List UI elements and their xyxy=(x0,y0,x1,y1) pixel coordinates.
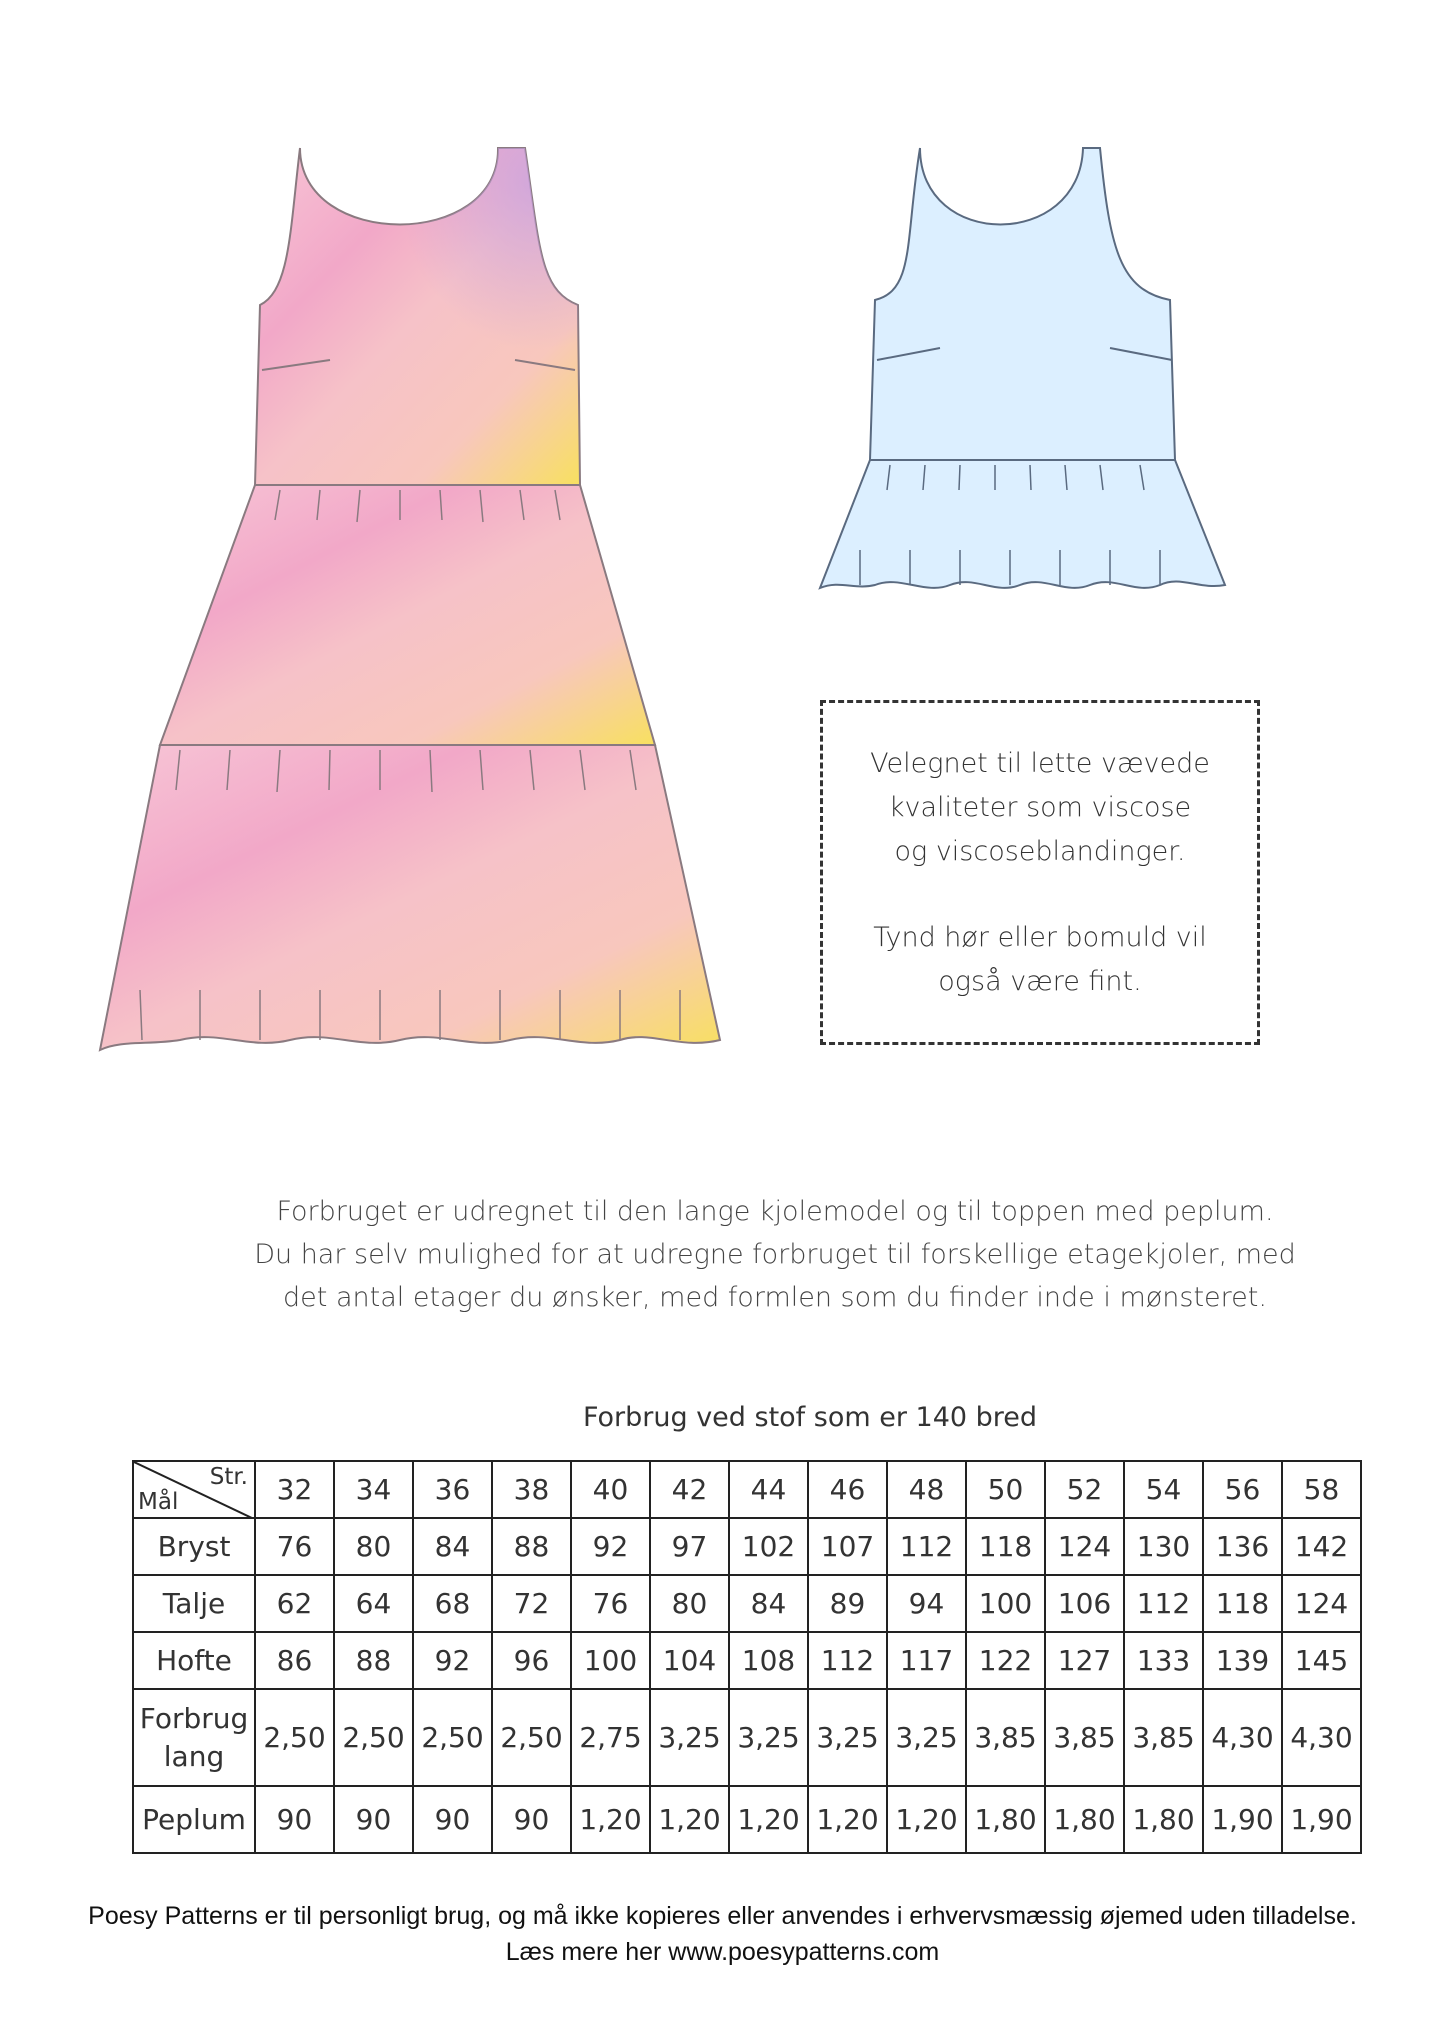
table-cell: 4,30 xyxy=(1282,1689,1361,1786)
table-cell: 84 xyxy=(413,1518,492,1575)
table-cell: 1,20 xyxy=(650,1786,729,1853)
size-header: 54 xyxy=(1124,1461,1203,1518)
row-label xyxy=(133,1575,255,1632)
intro-text xyxy=(190,1190,1360,1319)
table-row xyxy=(133,1518,1361,1575)
note-line: og viscoseblandinger. xyxy=(894,835,1186,867)
size-header: 58 xyxy=(1282,1461,1361,1518)
note-line: kvaliteter som viscose xyxy=(888,791,1192,823)
table-cell: 3,25 xyxy=(650,1689,729,1786)
table-row xyxy=(133,1786,1361,1853)
table-cell: 133 xyxy=(1124,1632,1203,1689)
table-cell: 1,20 xyxy=(729,1786,808,1853)
intro-line: det antal etager du ønsker, med formlen som du finder inde i mønsteret. xyxy=(283,1282,1267,1313)
corner-size-label: Str. xyxy=(209,1464,248,1490)
size-header: 52 xyxy=(1045,1461,1124,1518)
size-header: 36 xyxy=(413,1461,492,1518)
table-cell: 89 xyxy=(808,1575,887,1632)
size-header: 48 xyxy=(887,1461,966,1518)
row-label-text: lang xyxy=(163,1739,225,1773)
size-header: 56 xyxy=(1203,1461,1282,1518)
size-header: 32 xyxy=(255,1461,334,1518)
table-row xyxy=(133,1575,1361,1632)
table-cell: 1,20 xyxy=(808,1786,887,1853)
table-cell: 72 xyxy=(492,1575,571,1632)
size-header: 40 xyxy=(571,1461,650,1518)
table-cell: 90 xyxy=(492,1786,571,1853)
table-cell: 108 xyxy=(729,1632,808,1689)
table-cell: 1,80 xyxy=(1045,1786,1124,1853)
table-row xyxy=(133,1689,1361,1786)
table-cell: 97 xyxy=(650,1518,729,1575)
table-cell: 96 xyxy=(492,1632,571,1689)
row-label-text: Peplum xyxy=(142,1802,246,1836)
table-cell: 102 xyxy=(729,1518,808,1575)
size-header: 46 xyxy=(808,1461,887,1518)
table-cell: 90 xyxy=(334,1786,413,1853)
table-cell: 124 xyxy=(1045,1518,1124,1575)
table-cell: 90 xyxy=(255,1786,334,1853)
table-cell: 88 xyxy=(492,1518,571,1575)
row-label xyxy=(133,1786,255,1853)
table-cell: 106 xyxy=(1045,1575,1124,1632)
copyright-notice: Poesy Patterns er til personligt brug, og må ikke kopieres eller anvendes i erhvervsmæssig øjemed uden tilladelse. xyxy=(88,1902,1357,1930)
table-cell: 1,80 xyxy=(1124,1786,1203,1853)
table-row xyxy=(133,1632,1361,1689)
table-cell: 92 xyxy=(413,1632,492,1689)
table-cell: 84 xyxy=(729,1575,808,1632)
note-paragraph-1 xyxy=(870,742,1210,874)
table-cell: 76 xyxy=(571,1575,650,1632)
table-cell: 3,25 xyxy=(729,1689,808,1786)
row-label-text: Forbrug xyxy=(139,1701,249,1735)
table-cell: 118 xyxy=(1203,1575,1282,1632)
table-cell: 2,50 xyxy=(413,1689,492,1786)
table-cell: 94 xyxy=(887,1575,966,1632)
table-cell: 112 xyxy=(1124,1575,1203,1632)
table-cell: 112 xyxy=(887,1518,966,1575)
table-cell: 92 xyxy=(571,1518,650,1575)
table-corner-cell xyxy=(133,1461,255,1518)
note-line: Velegnet til lette vævede xyxy=(870,747,1210,779)
size-header: 44 xyxy=(729,1461,808,1518)
table-cell: 107 xyxy=(808,1518,887,1575)
table-cell: 1,90 xyxy=(1282,1786,1361,1853)
table-cell: 142 xyxy=(1282,1518,1361,1575)
note-line: også være fint. xyxy=(938,965,1142,997)
note-line: Tynd hør eller bomuld vil xyxy=(873,921,1207,953)
table-cell: 1,20 xyxy=(571,1786,650,1853)
footer xyxy=(20,1898,1425,1970)
table-cell: 130 xyxy=(1124,1518,1203,1575)
table-cell: 100 xyxy=(571,1632,650,1689)
table-cell: 3,85 xyxy=(1045,1689,1124,1786)
table-caption: Forbrug ved stof som er 140 bred xyxy=(582,1402,1038,1433)
table-cell: 1,90 xyxy=(1203,1786,1282,1853)
corner-measure-label: Mål xyxy=(138,1489,179,1515)
table-cell: 122 xyxy=(966,1632,1045,1689)
fabric-recommendation-note xyxy=(820,700,1260,1045)
table-cell: 62 xyxy=(255,1575,334,1632)
table-cell: 3,25 xyxy=(887,1689,966,1786)
row-label xyxy=(133,1518,255,1575)
table-cell: 64 xyxy=(334,1575,413,1632)
table-cell: 86 xyxy=(255,1632,334,1689)
table-cell: 4,30 xyxy=(1203,1689,1282,1786)
table-cell: 136 xyxy=(1203,1518,1282,1575)
table-cell: 1,20 xyxy=(887,1786,966,1853)
table-cell: 90 xyxy=(413,1786,492,1853)
table-cell: 139 xyxy=(1203,1632,1282,1689)
intro-line: Forbruget er udregnet til den lange kjolemodel og til toppen med peplum. xyxy=(276,1196,1274,1227)
peplum-top-drawing xyxy=(820,148,1225,588)
table-cell: 104 xyxy=(650,1632,729,1689)
size-header: 38 xyxy=(492,1461,571,1518)
intro-line: Du har selv mulighed for at udregne forbruget til forskellige etagekjoler, med xyxy=(254,1239,1296,1270)
table-cell: 2,75 xyxy=(571,1689,650,1786)
table-cell: 112 xyxy=(808,1632,887,1689)
website-link[interactable]: Læs mere her www.poesypatterns.com xyxy=(505,1938,940,1966)
table-cell: 80 xyxy=(334,1518,413,1575)
table-cell: 76 xyxy=(255,1518,334,1575)
table-cell: 3,85 xyxy=(966,1689,1045,1786)
table-cell: 3,85 xyxy=(1124,1689,1203,1786)
table-cell: 127 xyxy=(1045,1632,1124,1689)
table-cell: 1,80 xyxy=(966,1786,1045,1853)
row-label xyxy=(133,1689,255,1786)
table-cell: 100 xyxy=(966,1575,1045,1632)
table-cell: 2,50 xyxy=(492,1689,571,1786)
row-label xyxy=(133,1632,255,1689)
table-cell: 2,50 xyxy=(334,1689,413,1786)
row-label-text: Bryst xyxy=(157,1529,231,1563)
note-paragraph-2 xyxy=(873,916,1207,1004)
table-cell: 118 xyxy=(966,1518,1045,1575)
size-table xyxy=(132,1460,1362,1854)
table-cell: 80 xyxy=(650,1575,729,1632)
table-cell: 68 xyxy=(413,1575,492,1632)
table-cell: 117 xyxy=(887,1632,966,1689)
table-cell: 2,50 xyxy=(255,1689,334,1786)
row-label-text: Hofte xyxy=(156,1643,232,1677)
table-header-row xyxy=(133,1461,1361,1518)
table-cell: 88 xyxy=(334,1632,413,1689)
size-header: 34 xyxy=(334,1461,413,1518)
tiered-dress-drawing xyxy=(100,148,720,1050)
size-header: 50 xyxy=(966,1461,1045,1518)
table-cell: 145 xyxy=(1282,1632,1361,1689)
size-header: 42 xyxy=(650,1461,729,1518)
row-label-text: Talje xyxy=(162,1586,226,1620)
table-cell: 3,25 xyxy=(808,1689,887,1786)
table-cell: 124 xyxy=(1282,1575,1361,1632)
